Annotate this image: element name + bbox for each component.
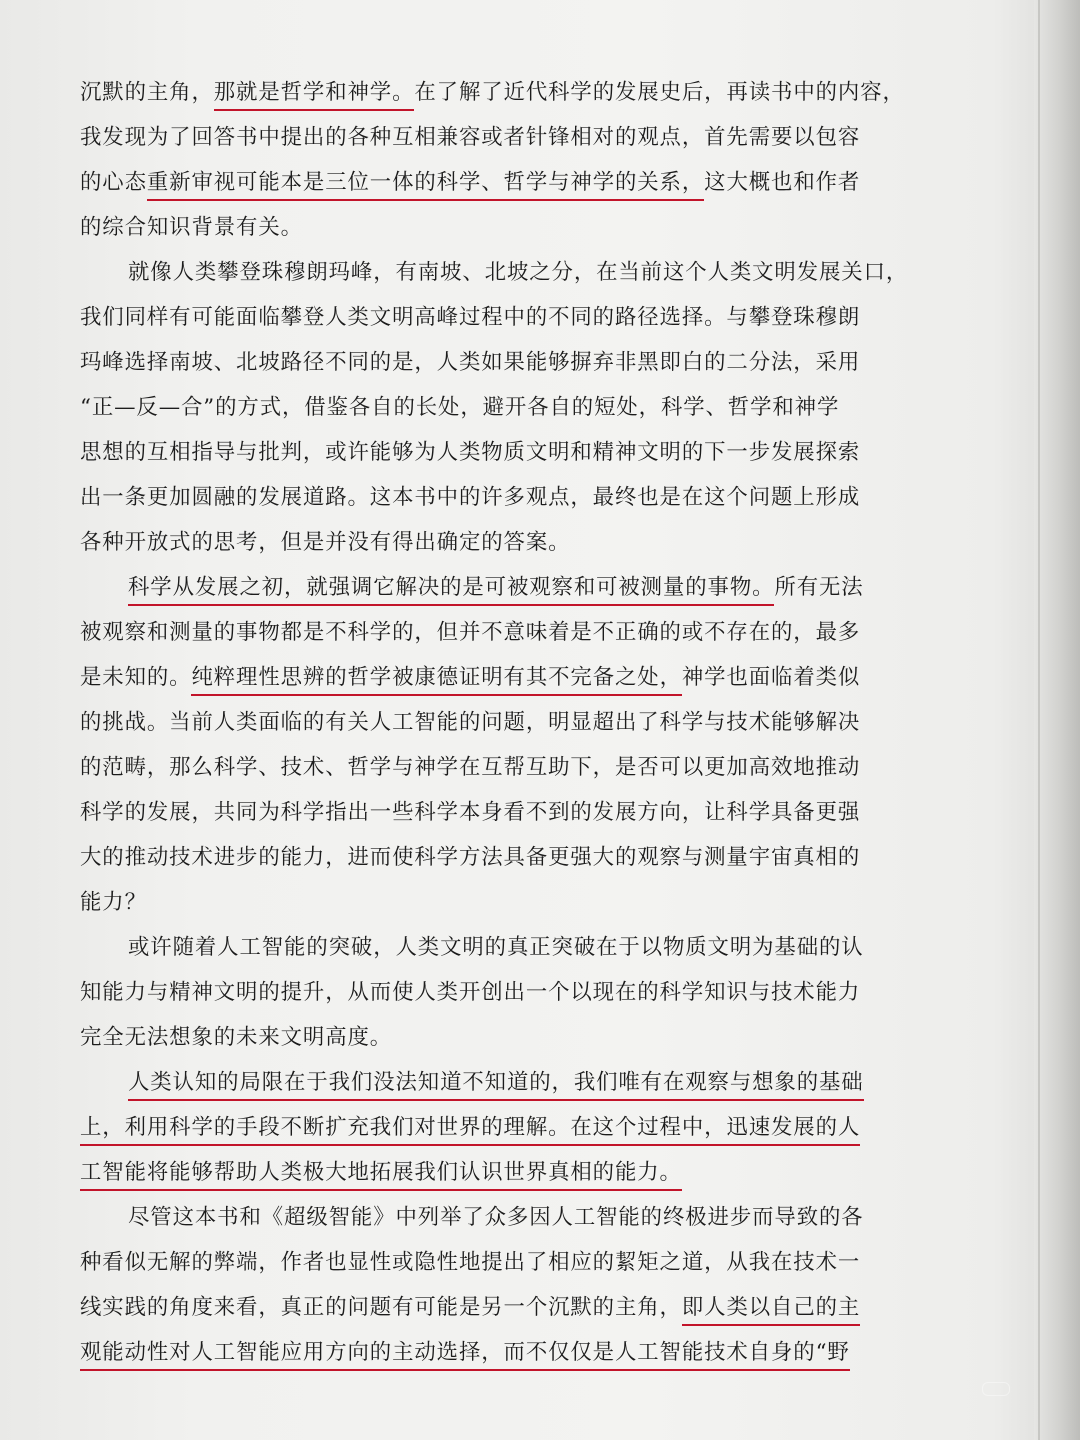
- page-text: [80, 70, 916, 1375]
- text-segment: 是未知的。: [80, 665, 192, 690]
- text-segment: 神学也面临着类似: [681, 665, 861, 690]
- text-line: [80, 1240, 916, 1285]
- text-line: [80, 250, 916, 295]
- text-segment: 尽管这本书和《超级智能》中列举了众多因人工智能的终极进步而导致的各: [128, 1205, 864, 1230]
- text-line: [80, 835, 916, 880]
- text-line: [80, 70, 916, 115]
- text-line: [80, 1105, 916, 1150]
- text-segment: 这大概也和作者: [704, 170, 861, 195]
- text-segment: 所有无法: [774, 575, 864, 600]
- text-line: [80, 1285, 916, 1330]
- page-edge: [1034, 0, 1080, 1440]
- underlined-text: 纯粹理性思辨的哲学被康德证明有其不完备之处，: [191, 665, 681, 696]
- text-line: [80, 565, 916, 610]
- text-line: [80, 1195, 916, 1240]
- text-segment: 科学的发展，共同为科学指出一些科学本身看不到的发展方向，让科学具备更强: [80, 800, 861, 825]
- text-segment: 的范畴，那么科学、技术、哲学与神学在互帮互助下，是否可以更加高效地推动: [80, 755, 861, 780]
- text-line: [80, 1330, 916, 1375]
- text-segment: 玛峰选择南坡、北坡路径不同的是，人类如果能够摒弃非黑即白的二分法，采用: [80, 350, 861, 375]
- text-segment: 的心态: [80, 170, 147, 195]
- watermark-icon: [982, 1382, 1010, 1396]
- underlined-text: 人类认知的局限在于我们没法知道不知道的，我们唯有在观察与想象的基础: [128, 1070, 864, 1101]
- text-segment: 的挑战。当前人类面临的有关人工智能的问题，明显超出了科学与技术能够解决: [80, 710, 861, 735]
- text-segment: 出一条更加圆融的发展道路。这本书中的许多观点，最终也是在这个问题上形成: [80, 485, 861, 510]
- text-line: [80, 655, 916, 700]
- text-line: [80, 790, 916, 835]
- text-line: [80, 295, 916, 340]
- underlined-text: 重新审视可能本是三位一体的科学、哲学与神学的关系，: [147, 170, 704, 201]
- text-segment: 沉默的主角，: [80, 80, 214, 105]
- text-line: [80, 970, 916, 1015]
- underlined-text: 观能动性对人工智能应用方向的主动选择，而不仅仅是人工智能技术自身的“野: [80, 1340, 850, 1371]
- text-segment: 大的推动技术进步的能力，进而使科学方法具备更强大的观察与测量宇宙真相的: [80, 845, 861, 870]
- text-segment: 各种开放式的思考，但是并没有得出确定的答案。: [80, 530, 571, 555]
- text-line: [80, 340, 916, 385]
- text-line: [80, 1015, 916, 1060]
- text-line: [80, 475, 916, 520]
- text-line: [80, 610, 916, 655]
- text-segment: 在了解了近代科学的发展史后，再读书中的内容，: [414, 80, 905, 105]
- text-segment: “正—反—合”的方式，借鉴各自的长处，避开各自的短处，科学、哲学和神学: [80, 395, 840, 420]
- text-line: [80, 1150, 916, 1195]
- text-line: [80, 205, 916, 250]
- text-line: [80, 520, 916, 565]
- underlined-text: 工智能将能够帮助人类极大地拓展我们认识世界真相的能力。: [80, 1160, 682, 1191]
- text-segment: 我们同样有可能面临攀登人类文明高峰过程中的不同的路径选择。与攀登珠穆朗: [80, 305, 861, 330]
- text-line: [80, 880, 916, 925]
- text-line: [80, 430, 916, 475]
- text-segment: 被观察和测量的事物都是不科学的，但并不意味着是不正确的或不存在的，最多: [80, 620, 861, 645]
- text-line: [80, 385, 916, 430]
- underlined-text: 上，利用科学的手段不断扩充我们对世界的理解。在这个过程中，迅速发展的人: [80, 1115, 860, 1146]
- underlined-text: 科学从发展之初，就强调它解决的是可被观察和可被测量的事物。: [128, 575, 774, 606]
- text-line: [80, 745, 916, 790]
- text-segment: 知能力与精神文明的提升，从而使人类开创出一个以现在的科学知识与技术能力: [80, 980, 861, 1005]
- underlined-text: 那就是哲学和神学。: [214, 80, 415, 111]
- text-segment: 种看似无解的弊端，作者也显性或隐性地提出了相应的絜矩之道，从我在技术一: [80, 1250, 861, 1275]
- text-line: [80, 700, 916, 745]
- text-segment: 就像人类攀登珠穆朗玛峰，有南坡、北坡之分，在当前这个人类文明发展关口，: [128, 260, 909, 285]
- text-line: [80, 115, 916, 160]
- text-segment: 的综合知识背景有关。: [80, 215, 303, 240]
- text-segment: 或许随着人工智能的突破，人类文明的真正突破在于以物质文明为基础的认: [128, 935, 864, 960]
- underlined-text: 即人类以自己的主: [682, 1295, 860, 1326]
- text-segment: 线实践的角度来看，真正的问题有可能是另一个沉默的主角，: [80, 1295, 682, 1320]
- text-segment: 思想的互相指导与批判，或许能够为人类物质文明和精神文明的下一步发展探索: [80, 440, 861, 465]
- page-edge-line: [1038, 0, 1040, 1440]
- text-line: [80, 925, 916, 970]
- text-segment: 我发现为了回答书中提出的各种互相兼容或者针锋相对的观点，首先需要以包容: [80, 125, 861, 150]
- text-line: [80, 160, 916, 205]
- text-segment: 能力？: [80, 890, 147, 915]
- text-line: [80, 1060, 916, 1105]
- text-segment: 完全无法想象的未来文明高度。: [80, 1025, 393, 1050]
